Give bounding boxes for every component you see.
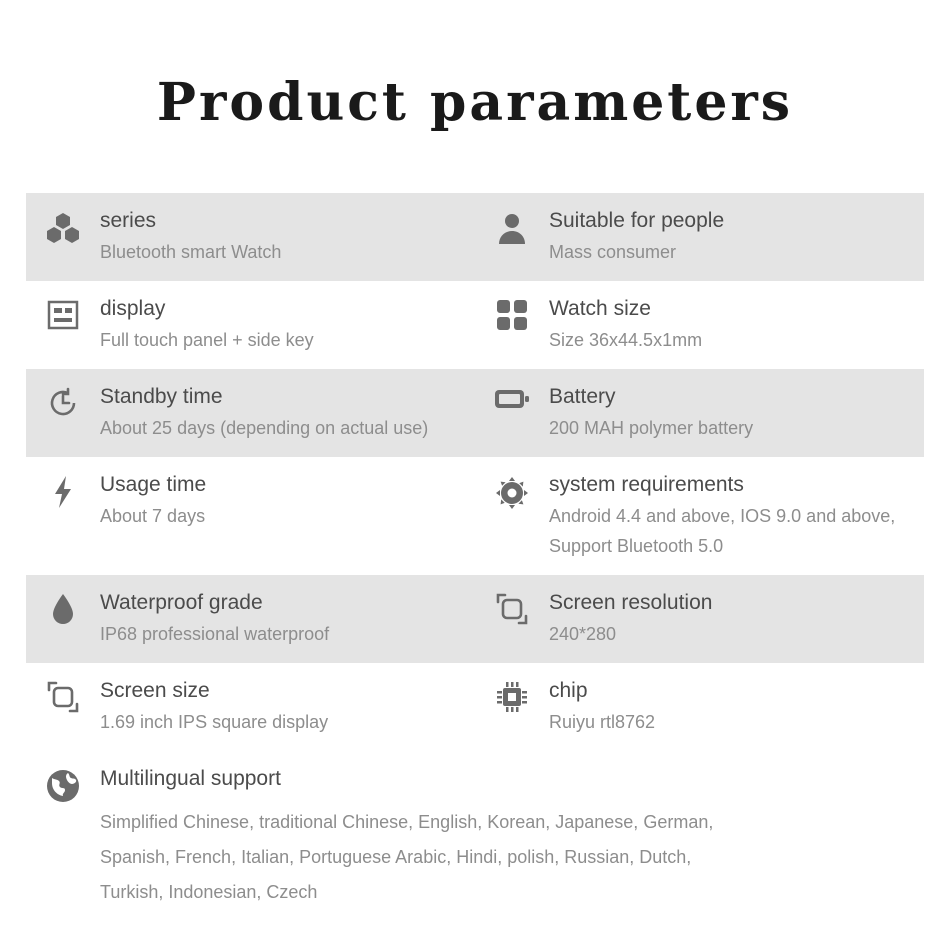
spec-value: Mass consumer [549,242,677,262]
chip-icon [475,677,549,713]
expand-screen-icon [26,677,100,713]
spec-item-multilingual-support [26,751,924,930]
spec-value: Full touch panel + side key [100,330,314,350]
gear-icon [475,471,549,511]
spec-value: Size 36x44.5x1mm [549,330,703,350]
spec-row [26,663,924,751]
spec-value: 200 MAH polymer battery [549,418,754,438]
hexagon-cluster-icon [26,207,100,245]
multilingual-line: Simplified Chinese, traditional Chinese, English, Korean, Japanese, German, [100,812,714,832]
spec-text [549,383,924,443]
spec-item-screen-resolution [475,575,924,663]
spec-text [100,677,475,737]
spec-value: Ruiyu rtl8762 [549,712,656,732]
spec-label: display [100,297,166,320]
spec-item-display [26,281,475,369]
spec-row [26,193,924,281]
spec-value: 1.69 inch IPS square display [100,712,329,732]
spec-value: IP68 professional waterproof [100,624,330,644]
spec-item-series [26,193,475,281]
page-title: Product parameters [156,72,794,133]
spec-row [26,281,924,369]
spec-list [0,193,950,930]
spec-item-standby-time [26,369,475,457]
spec-value: About 25 days (depending on actual use) [100,418,429,438]
spec-label: Usage time [100,473,207,496]
spec-label: Battery [549,385,616,408]
battery-icon [475,383,549,411]
spec-text [549,589,924,649]
spec-label: Screen resolution [549,591,713,614]
spec-item-battery [475,369,924,457]
spec-text [100,383,475,443]
multilingual-line: Spanish, French, Italian, Portuguese Arabic, Hindi, polish, Russian, Dutch, [100,847,692,867]
spec-label: Watch size [549,297,651,320]
expand-screen-icon [475,589,549,625]
spec-row [26,575,924,663]
spec-label: Screen size [100,679,210,702]
spec-text [549,471,924,561]
spec-item-system-requirements [475,457,924,575]
spec-value: 240*280 [549,624,617,644]
spec-label: series [100,209,157,232]
spec-value: About 7 days [100,506,206,526]
water-drop-icon [26,589,100,625]
spec-text [100,207,475,267]
four-squares-icon [475,295,549,331]
multilingual-language-list [100,805,713,910]
spec-label: Waterproof grade [100,591,263,614]
spec-row [26,369,924,457]
lightning-bolt-icon [26,471,100,509]
person-icon [475,207,549,245]
spec-item-watch-size [475,281,924,369]
spec-label: Multilingual support [100,767,281,790]
clock-arrow-icon [26,383,100,419]
spec-text [549,207,924,267]
spec-text [549,677,924,737]
spec-item-chip [475,663,924,751]
spec-label: Suitable for people [549,209,725,232]
spec-text [549,295,924,355]
spec-text [100,295,475,355]
display-panel-icon [26,295,100,331]
spec-item-screen-size [26,663,475,751]
spec-label: system requirements [549,473,744,496]
spec-row [26,457,924,575]
spec-item-waterproof-grade [26,575,475,663]
spec-value: Android 4.4 and above, IOS 9.0 and above, Support Bluetooth 5.0 [549,506,896,556]
spec-value: Bluetooth smart Watch [100,242,282,262]
spec-item-usage-time [26,457,475,545]
spec-text [100,471,475,531]
spec-text [100,589,475,649]
globe-icon [26,765,100,803]
spec-item-suitable-for-people [475,193,924,281]
spec-label: chip [549,679,588,702]
multilingual-line: Turkish, Indonesian, Czech [100,882,318,902]
spec-label: Standby time [100,385,223,408]
spec-text [100,765,713,910]
